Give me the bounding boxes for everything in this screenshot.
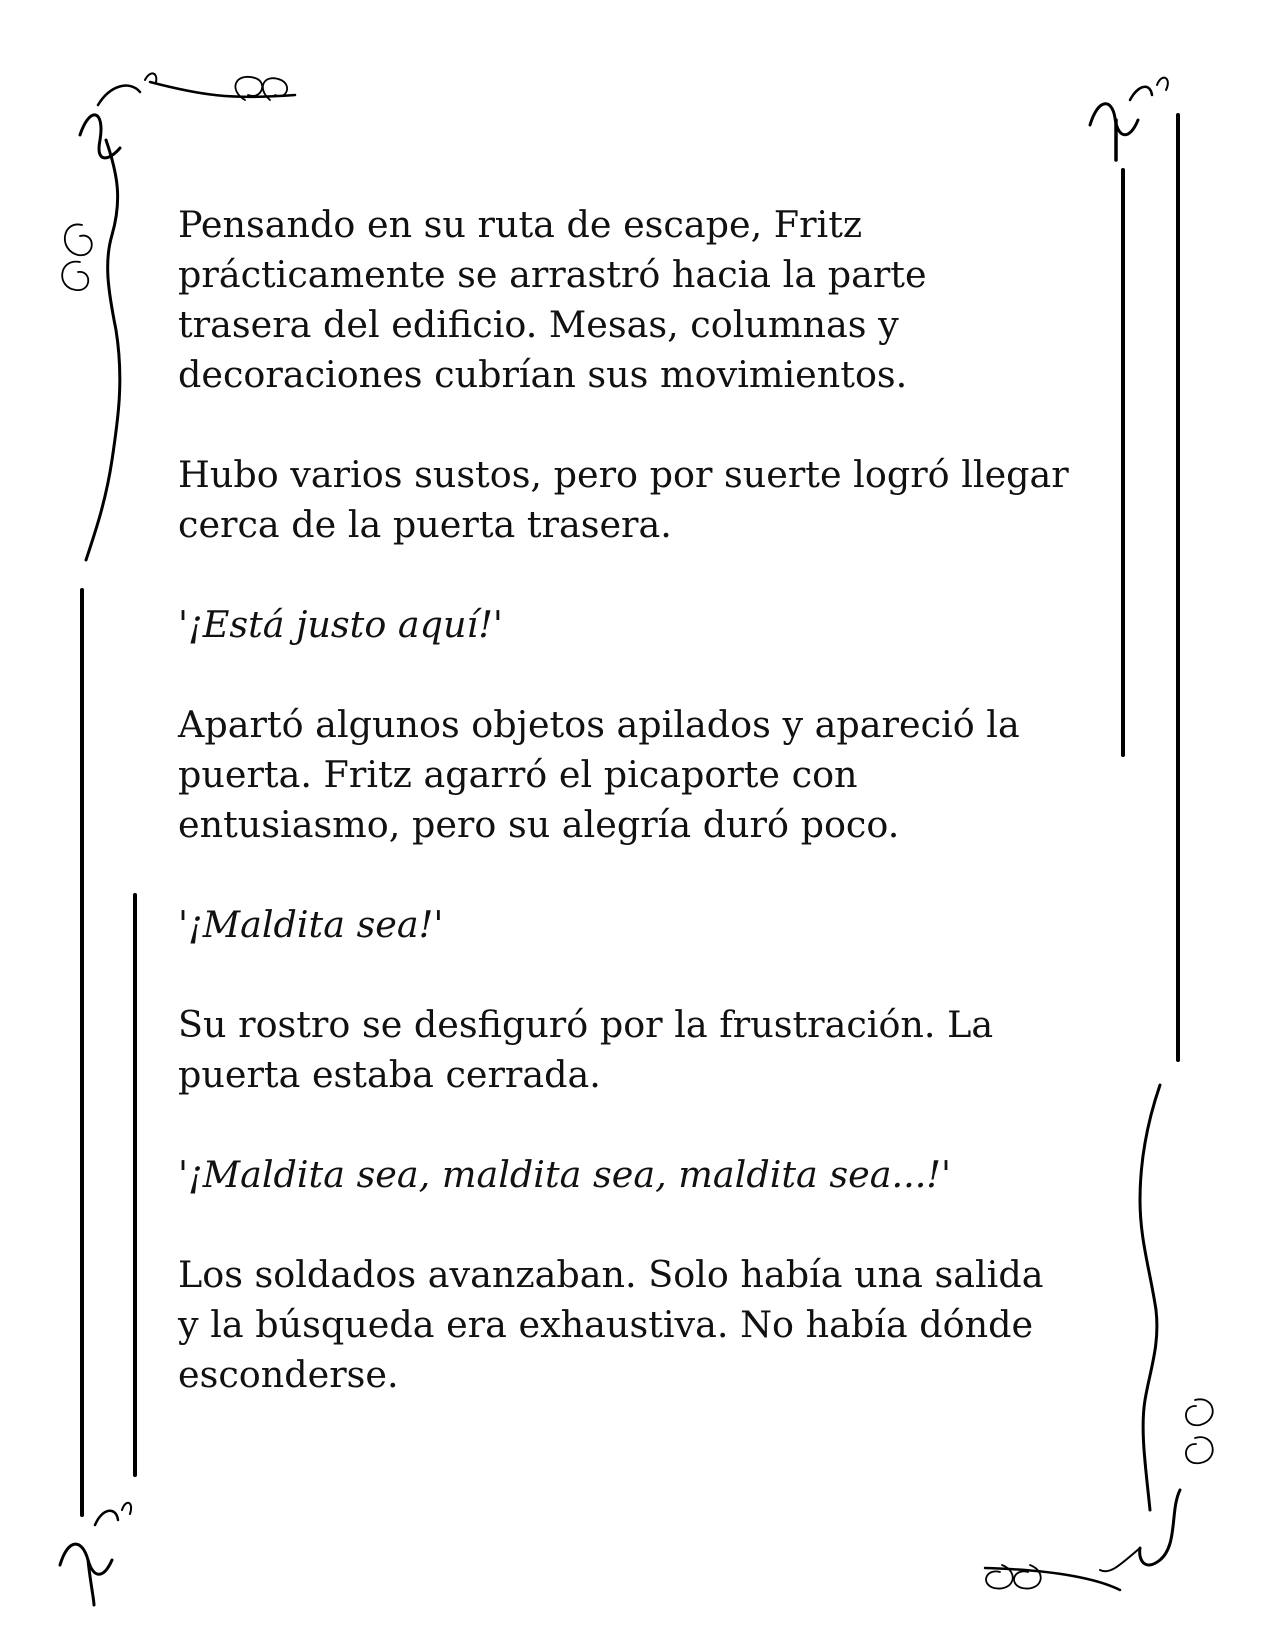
text-line: prácticamente se arrastró hacia la parte [178, 253, 927, 296]
paragraph [178, 1250, 1098, 1400]
text-line: '¡Maldita sea, maldita sea, maldita sea...!' [178, 1153, 952, 1196]
text-line: Su rostro se desfiguró por la frustración. La [178, 1003, 994, 1046]
dialogue-line [178, 1150, 1098, 1200]
text-line: entusiasmo, pero su alegría duró poco. [178, 803, 900, 846]
paragraph-gap [178, 850, 1098, 900]
dialogue-line [178, 600, 1098, 650]
text-line: cerca de la puerta trasera. [178, 503, 672, 546]
paragraph [178, 700, 1098, 850]
dialogue-line [178, 900, 1098, 950]
text-line: esconderse. [178, 1353, 399, 1396]
paragraph-gap [178, 550, 1098, 600]
paragraph-gap [178, 650, 1098, 700]
paragraph [178, 450, 1098, 550]
text-line: '¡Maldita sea!' [178, 903, 444, 946]
text-line: Hubo varios sustos, pero por suerte logró llegar [178, 453, 1069, 496]
paragraph-gap [178, 950, 1098, 1000]
text-line: trasera del edificio. Mesas, columnas y [178, 303, 899, 346]
text-line: y la búsqueda era exhaustiva. No había dónde [178, 1303, 1034, 1346]
text-line: Los soldados avanzaban. Solo había una salida [178, 1253, 1044, 1296]
story-text [178, 200, 1098, 1400]
paragraph [178, 200, 1098, 400]
paragraph-gap [178, 400, 1098, 450]
text-line: puerta estaba cerrada. [178, 1053, 601, 1096]
text-line: '¡Está justo aquí!' [178, 603, 503, 646]
text-line: Apartó algunos objetos apilados y apareció la [178, 703, 1020, 746]
paragraph [178, 1000, 1098, 1100]
text-line: Pensando en su ruta de escape, Fritz [178, 203, 863, 246]
text-line: decoraciones cubrían sus movimientos. [178, 353, 908, 396]
flourish-bottom-left [60, 1503, 131, 1605]
paragraph-gap [178, 1200, 1098, 1250]
flourish-top-right [1090, 78, 1168, 160]
paragraph-gap [178, 1100, 1098, 1150]
text-line: puerta. Fritz agarró el picaporte con [178, 753, 858, 796]
